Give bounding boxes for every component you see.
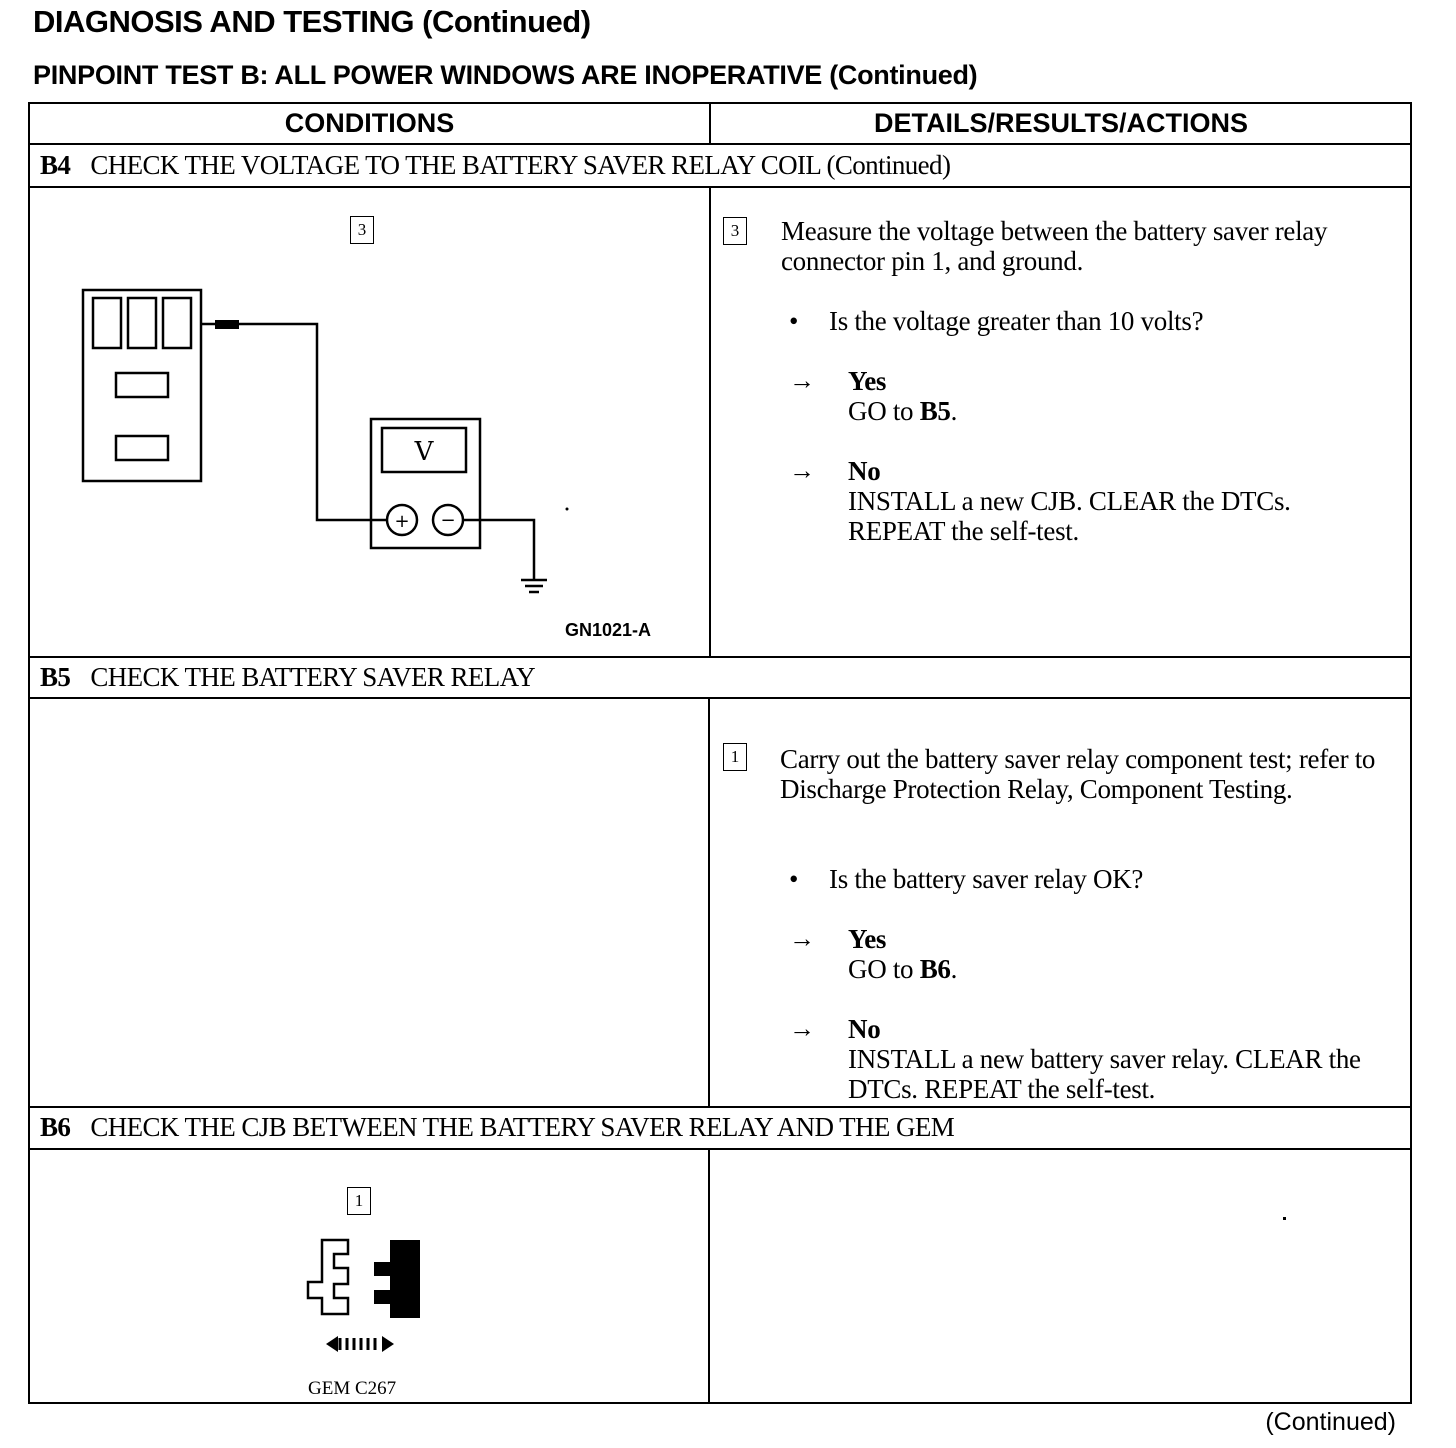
- result-no: [848, 1014, 1398, 1104]
- table-rule: [28, 186, 1412, 188]
- step-number-box: 3: [723, 217, 747, 245]
- relay-slot: [93, 298, 121, 348]
- minus-symbol: −: [440, 510, 456, 531]
- stray-mark: [1283, 1217, 1286, 1220]
- step-b4-heading: [40, 150, 950, 181]
- connector-label: GEM C267: [308, 1378, 397, 1399]
- step-number-box: 1: [723, 743, 747, 771]
- connector-disconnect-diagram: [290, 1234, 430, 1364]
- step-b5-heading: [40, 662, 535, 693]
- go-to-step-link[interactable]: B6: [919, 954, 951, 984]
- step-title: CHECK THE VOLTAGE TO THE BATTERY SAVER RELAY COIL (Continued): [90, 150, 951, 180]
- figure-step-number: 3: [350, 216, 374, 244]
- no-label: No: [848, 1014, 881, 1044]
- test-question: Is the voltage greater than 10 volts?: [829, 306, 1204, 336]
- figure-step-number: 1: [347, 1187, 371, 1215]
- yes-action: GO to B5.: [848, 396, 958, 426]
- step-title: CHECK THE CJB BETWEEN THE BATTERY SAVER RELAY AND THE GEM: [90, 1112, 955, 1142]
- table-rule: [28, 1148, 1412, 1150]
- column-header-details: DETAILS/RESULTS/ACTIONS: [873, 108, 1248, 138]
- no-action: INSTALL a new battery saver relay. CLEAR the DTCs. REPEAT the self-test.: [848, 1044, 1361, 1104]
- go-to-step-link[interactable]: B5: [919, 396, 951, 426]
- column-divider: [708, 1148, 710, 1404]
- instruction-text: Carry out the battery saver relay component test; refer to Discharge Protection Relay, Component Testing.: [780, 744, 1376, 804]
- step-b6-heading: [40, 1112, 954, 1143]
- arrow-right-icon: →: [789, 1014, 815, 1043]
- table-rule: [28, 143, 1412, 145]
- plus-symbol: +: [394, 511, 410, 532]
- voltmeter-diagram: [70, 280, 630, 610]
- arrow-right-icon: →: [789, 456, 815, 485]
- relay-slot: [128, 298, 156, 348]
- continued-label: (Continued): [1265, 1408, 1396, 1436]
- relay-slot: [116, 436, 168, 460]
- connector-half-right: [374, 1240, 420, 1318]
- yes-label: Yes: [848, 366, 887, 396]
- step-id: B6: [40, 1112, 71, 1142]
- arrow-right-icon: →: [789, 924, 815, 953]
- column-divider: [709, 186, 711, 657]
- meter-v-symbol: V: [414, 437, 434, 467]
- relay-slot: [163, 298, 191, 348]
- test-lead-ground: [462, 520, 534, 580]
- table-rule: [28, 697, 1412, 699]
- test-question: Is the battery saver relay OK?: [829, 864, 1144, 894]
- yes-label: Yes: [848, 924, 887, 954]
- table-rule: [28, 656, 1412, 658]
- instruction-text: Measure the voltage between the battery saver relay connector pin 1, and ground.: [781, 216, 1328, 276]
- result-no: [848, 456, 1388, 546]
- bullet-icon: •: [789, 864, 799, 894]
- cjb-relay-block: [83, 290, 201, 481]
- yes-action: GO to B6.: [848, 954, 958, 984]
- table-rule: [28, 1106, 1412, 1108]
- step-id: B5: [40, 662, 71, 692]
- page-title: DIAGNOSIS AND TESTING (Continued): [33, 4, 591, 39]
- figure-code: GN1021-A: [565, 620, 652, 640]
- result-yes: [848, 924, 1388, 984]
- result-yes: [848, 366, 1388, 426]
- column-divider: [708, 697, 710, 1107]
- no-action: INSTALL a new CJB. CLEAR the DTCs. REPEAT the self-test.: [848, 486, 1291, 546]
- probe-tip: [215, 320, 239, 329]
- pinpoint-test-title: PINPOINT TEST B: ALL POWER WINDOWS ARE INOPERATIVE (Continued): [33, 60, 978, 90]
- step-id: B4: [40, 150, 71, 180]
- connector-half-left: [308, 1240, 348, 1314]
- test-lead-positive: [201, 324, 388, 520]
- no-label: No: [848, 456, 881, 486]
- column-header-conditions: CONDITIONS: [284, 108, 455, 138]
- relay-slot: [116, 373, 168, 397]
- arrow-right-icon: →: [789, 366, 815, 395]
- step-title: CHECK THE BATTERY SAVER RELAY: [90, 662, 535, 692]
- bullet-icon: •: [789, 306, 799, 336]
